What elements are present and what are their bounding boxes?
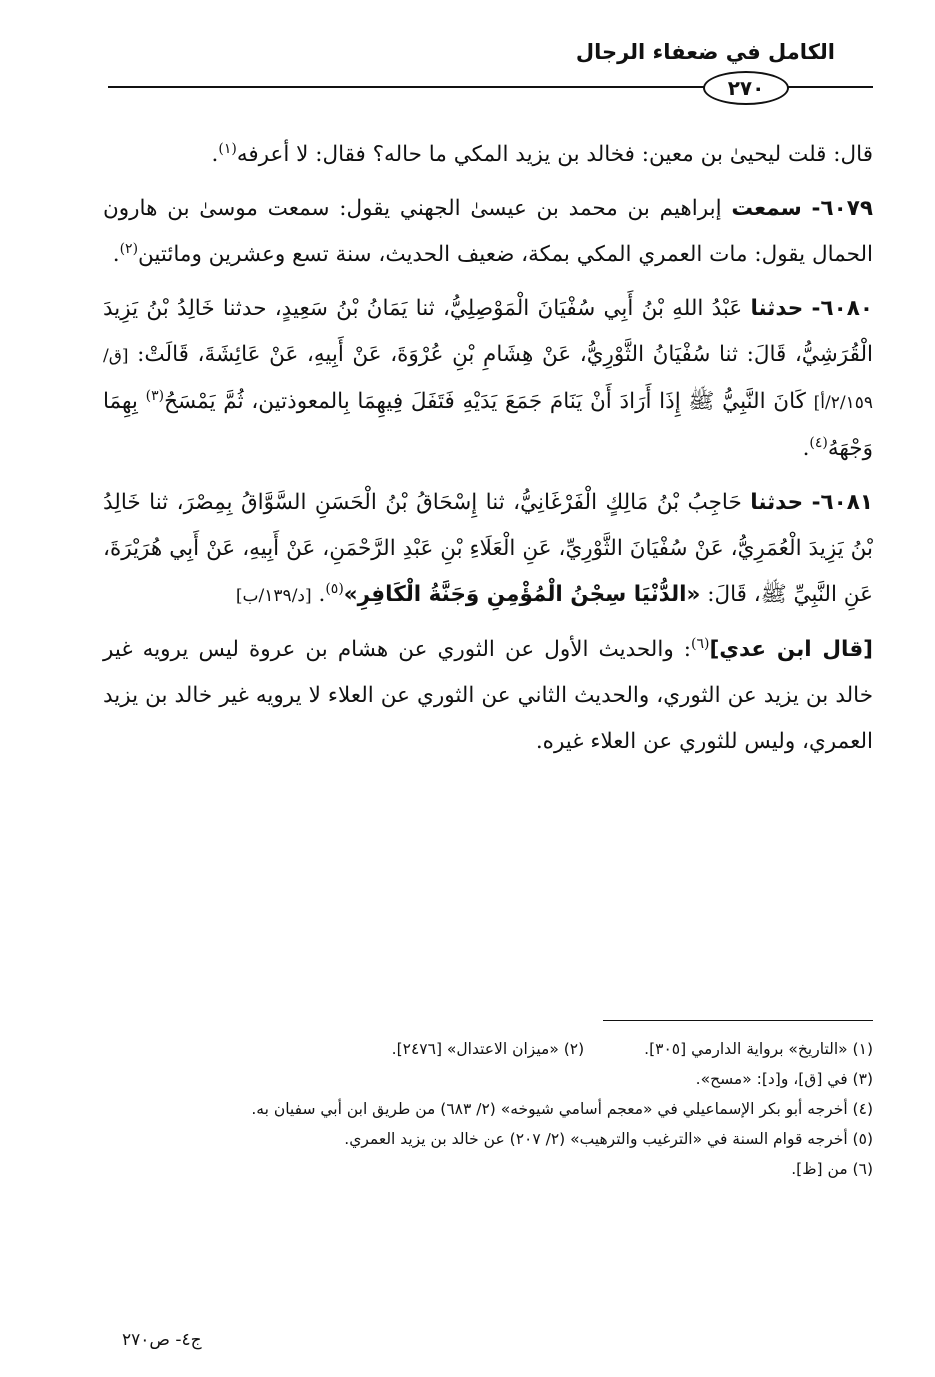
paragraph-tail: . xyxy=(211,142,219,167)
footnote-separator xyxy=(603,1020,873,1021)
volume-page-marker: ج٤- ص٢٧٠ xyxy=(122,1330,202,1350)
main-text xyxy=(103,132,873,773)
paragraph-tail: . xyxy=(318,582,326,607)
footnote-marker: (١) xyxy=(218,140,237,157)
hadith-number: ٦٠٨١- xyxy=(811,490,873,515)
manuscript-reference: [ق/٢/١٥٩/أ] xyxy=(103,346,873,413)
footnotes xyxy=(103,1034,873,1184)
paragraph-intro xyxy=(103,132,873,178)
isnad-text: عَبْدُ اللهِ بْنُ أَبِي سُفْيَانَ الْمَوْصِلِيُّ، ثنا يَمَانُ بْنُ سَعِيدٍ، حدثنا خَالِدُ بْنُ يَزِيدَ الْقُرَشِيُّ، قَالَ: ثنا سُفْيَانُ الثَّوْرِيُّ، عَنْ هِشَامِ بْنِ عُرْوَةَ، عَنْ أَبِيهِ، عَنْ عَائِشَةَ، قَالَتْ: xyxy=(103,296,873,367)
footnote-6: (٦) من [ظ]. xyxy=(791,1160,873,1178)
footnote-4: (٤) أخرجه أبو بكر الإسماعيلي في «معجم أسامي شيوخه» (٢/ ٦٨٣) من طريق ابن أبي سفيان به. xyxy=(251,1100,873,1118)
hadith-number: ٦٠٨٠- xyxy=(811,296,873,321)
commentary-lead: [قال ابن عدي] xyxy=(709,637,873,662)
paragraph-6081 xyxy=(103,480,873,619)
matn-text-end: بِهِمَا وَجْهَهُ xyxy=(103,389,873,461)
chain-lead-word: سمعت xyxy=(731,196,802,221)
footnote-1: (١) «التاريخ» برواية الدارمي [٣٠٥]. xyxy=(644,1040,873,1058)
footnote-marker: (٢) xyxy=(119,240,139,257)
paragraph-6079 xyxy=(103,186,873,278)
paragraph-tail: . xyxy=(112,242,120,267)
paragraph-text: إبراهيم بن محمد بن عيسىٰ الجهني يقول: سمعت موسىٰ بن هارون الحمال يقول: مات العمري المكي بمكة، ضعيف الحديث، سنة تسع وعشرين ومائتين xyxy=(103,196,873,267)
paragraph-6080 xyxy=(103,286,873,472)
running-header-title: الكامل في ضعفاء الرجال xyxy=(575,40,835,64)
footnote-marker: (٥) xyxy=(325,580,344,597)
footnote-3: (٣) في [ق]، و[د]: «مسح». xyxy=(695,1070,873,1088)
isnad-text: حَاجِبُ بْنُ مَالِكٍ الْفَرْغَانِيُّ، ثنا إِسْحَاقُ بْنُ الْحَسَنِ السَّوَّاقُ بِمِصْرَ، ثنا خَالِدُ بْنُ يَزِيدَ الْعُمَرِيُّ، عَنْ سُفْيَانَ الثَّوْرِيِّ، عَنِ الْعَلَاءِ بْنِ عَبْدِ الرَّحْمَنِ، عَنْ أَبِيهِ، عَنْ أَبِي هُرَيْرَةَ، عَنِ النَّبِيِّ ﷺ، قَالَ: xyxy=(103,490,873,607)
matn-text: كَانَ النَّبِيُّ ﷺ إِذَا أَرَادَ أَنْ يَنَامَ جَمَعَ يَدَيْهِ فَتَفَلَ فِيهِمَا بِالمعوذتين، ثُمَّ يَمْسَحُ xyxy=(164,389,806,414)
footnote-marker: (٦) xyxy=(691,635,710,652)
paragraph-text: قال: قلت ليحيىٰ بن معين: فخالد بن يزيد المكي ما حاله؟ فقال: لا أعرفه xyxy=(236,142,873,167)
paragraph-tail: . xyxy=(802,436,810,461)
footnote-2: (٢) «ميزان الاعتدال» [٢٤٧٦]. xyxy=(391,1040,585,1058)
footnote-marker: (٣) xyxy=(145,387,165,404)
hadith-quote: «الدُّنْيَا سِجْنُ الْمُؤْمِنِ وَجَنَّةُ الْكَافِرِ» xyxy=(343,582,701,607)
paragraph-ibn-adi xyxy=(103,627,873,765)
footnote-row xyxy=(103,1034,873,1064)
hadith-number: ٦٠٧٩- xyxy=(811,196,873,221)
chain-lead-word: حدثنا xyxy=(750,490,804,515)
page-number-badge: ٢٧٠ xyxy=(703,71,789,105)
chain-lead-word: حدثنا xyxy=(750,296,804,321)
footnote-5: (٥) أخرجه قوام السنة في «الترغيب والترهيب» (٢/ ٢٠٧) عن خالد بن يزيد العمري. xyxy=(344,1130,873,1148)
footnote-marker: (٤) xyxy=(809,434,828,451)
commentary-text: : والحديث الأول عن الثوري عن هشام بن عروة ليس يرويه غير خالد بن يزيد عن الثوري، والحديث الثاني عن الثوري عن العلاء لا يرويه غير خالد بن يزيد العمري، وليس للثوري عن العلاء غيره. xyxy=(103,637,873,754)
manuscript-reference: [د/١٣٩/ب] xyxy=(235,586,312,606)
